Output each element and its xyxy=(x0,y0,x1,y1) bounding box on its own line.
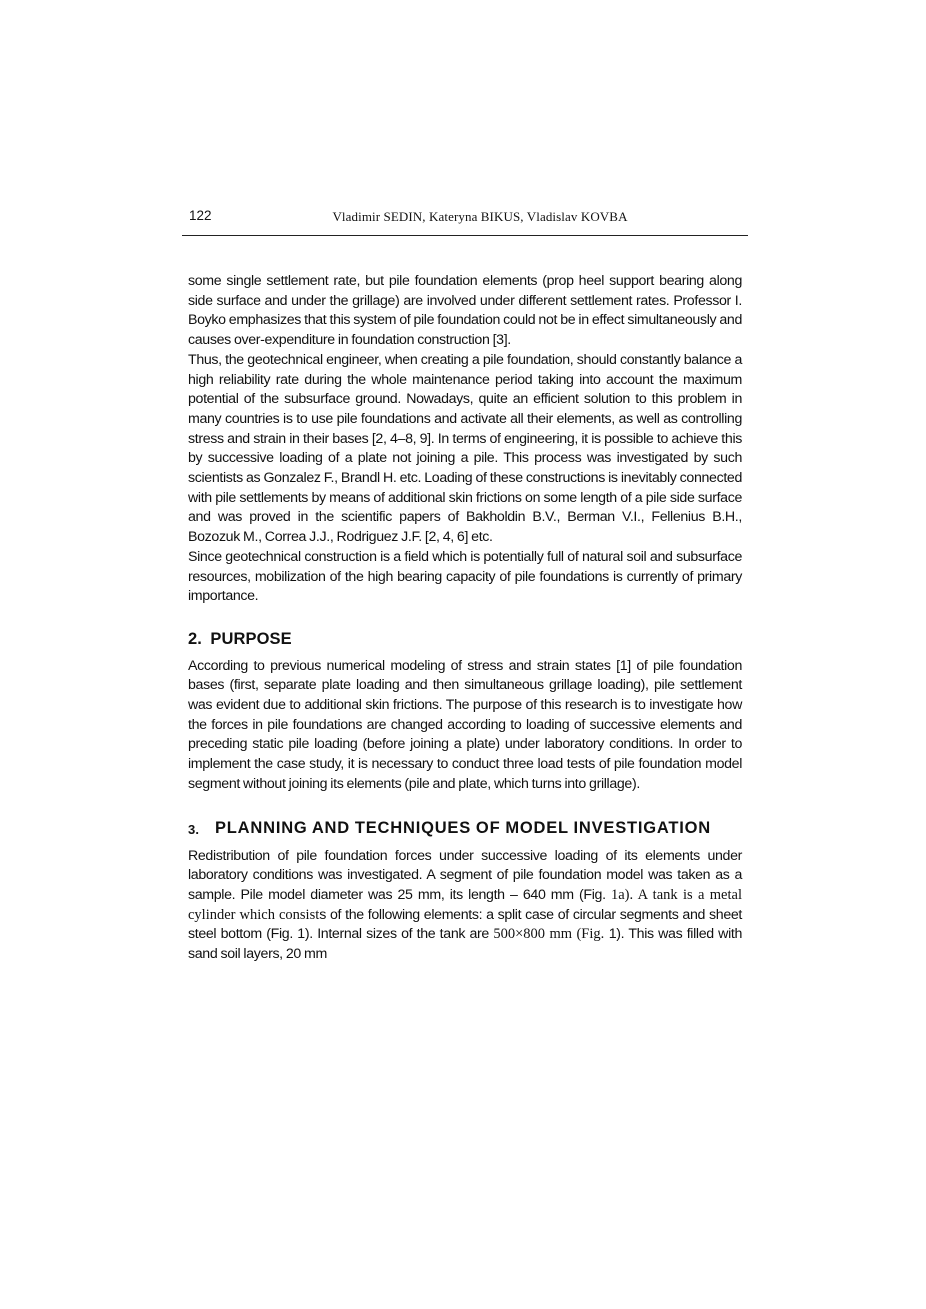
section-2-number: 2. xyxy=(188,629,202,648)
section-3-number: 3. xyxy=(188,821,200,837)
running-head-authors: Vladimir SEDIN, Kateryna BIKUS, Vladislav KOVBA xyxy=(332,209,628,224)
section-3-text-b: 1a). A tank is a metal cylinder which consist xyxy=(188,886,742,923)
section-3-text-e: 1). This was filled with sand soil layers, 20 mm xyxy=(188,926,743,963)
section-3-text-d: 500×800 mm (Fig. xyxy=(493,926,609,943)
intro-paragraph-2: Thus, the geotechnical engineer, when creating a pile foundation, should constantly balance a high reliability rate during the whole maintenance period taking into account the maximum potential of the subsurface ground. Nowadays, quite an efficient solution to this problem in many countries is to use pile foundations and activate all their elements, as well as controlling stress and strain in their bases [2, 4–8, 9]. In terms of engineering, it is possible to achieve this by successive loading of a plate not joining a pile. This process was investigated by such scientists as Gonzalez F., Brandl H. etc. Loading of these constructions is inevitably connected with pile settlements by means of additional skin frictions on some length of a pile side surface and was proved in the scientific papers of Bakholdin B.V., Berman V.I., Fellenius B.H., Bozozuk M., Correa J.J., Rodriguez J.F. [2, 4, 6] etc. xyxy=(188,351,742,546)
section-2-paragraph: According to previous numerical modeling of stress and strain states [1] of pile foundation bases (first, separate plate loading and then simultaneous grillage loading), pile settlement was evident due to additional skin frictions. The purpose of this research is to investigate how the forces in pile foundations are changed according to loading of successive elements and preceding static pile loading (before joining a plate) under laboratory conditions. In order to implement the case study, it is necessary to conduct three load tests of pile foundation model segment without joining its elements (pile and plate, which turns into grillage). xyxy=(188,657,742,792)
body-text xyxy=(188,272,742,965)
intro-paragraph-3: Since geotechnical construction is a field which is potentially full of natural soil and subsurface resources, mobilization of the high bearing capacity of pile foundations is currently of primary importance. xyxy=(188,548,742,605)
section-2-heading xyxy=(188,630,742,650)
section-3-text-a: Redistribution of pile foundation forces under successive loading of its elements under laboratory conditions was investigated. A segment of pile foundation model was taken as a sample. Pile model diameter was 25 mm, its length – 640 mm (Fig. xyxy=(188,847,742,903)
intro-paragraph-1: some single settlement rate, but pile foundation elements (prop heel support bearing along side surface and under the grillage) are involved under different settlement rates. Professor I. Boyko emphasizes that this system of pile foundation could not be in effect simultaneously and causes over-expenditure in foundation construction [3]. xyxy=(188,273,742,349)
running-header xyxy=(182,205,748,236)
section-3-text-c: s of the following elements: a split case of circular segments and sheet steel bottom (Fig. 1). Internal sizes of the tank are xyxy=(188,906,742,943)
section-3-title: PLANNING AND TECHNIQUES OF MODEL INVESTIGATION xyxy=(215,818,712,837)
section-3-heading xyxy=(188,818,742,840)
page-number: 122 xyxy=(189,208,212,223)
section-3-paragraph xyxy=(188,847,742,965)
section-2-title: PURPOSE xyxy=(210,629,292,648)
